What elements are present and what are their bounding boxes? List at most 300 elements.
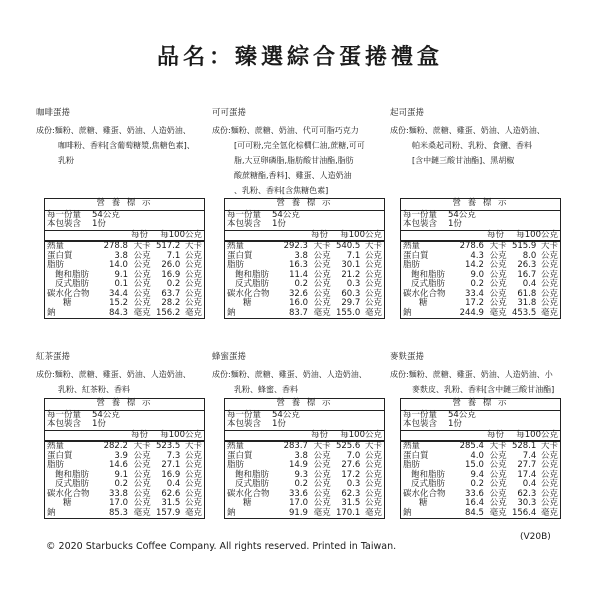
ingredients-text: 成份:麵粉、蔗糖、雞蛋、奶油、人造奶油、 帕米桑起司粉、乳粉、食鹽、香料 [含中鏈三酸甘油酯]、黑胡椒 bbox=[390, 126, 545, 165]
per-100g-unit: 大卡 bbox=[540, 441, 558, 451]
package-label: 本包裝含 bbox=[47, 419, 82, 429]
per-serving-unit: 公克 bbox=[313, 260, 331, 270]
per-100g-unit: 公克 bbox=[184, 279, 202, 289]
per-serving-unit: 公克 bbox=[313, 469, 331, 480]
nutrient-name: 熱量 bbox=[403, 241, 421, 251]
nutrient-name: 蛋白質 bbox=[227, 450, 253, 461]
nutrient-name: 脂肪 bbox=[403, 260, 421, 270]
per-serving-unit: 毫克 bbox=[133, 507, 151, 518]
nutrient-row bbox=[401, 509, 560, 519]
per-100g-value: 525.6 bbox=[335, 441, 361, 451]
per-100g-unit: 公克 bbox=[364, 298, 382, 308]
product-block bbox=[390, 352, 568, 397]
per-100g-value: 26.0 bbox=[161, 260, 181, 270]
per-serving-unit: 公克 bbox=[133, 269, 151, 280]
per-serving-value: 0.2 bbox=[294, 479, 309, 489]
nutrient-name: 蛋白質 bbox=[403, 450, 429, 461]
per-serving-unit: 公克 bbox=[133, 488, 151, 499]
per-serving-value: 0.2 bbox=[114, 479, 129, 489]
per-100g-value: 453.5 bbox=[511, 307, 537, 318]
nutrient-name: 反式脂肪 bbox=[235, 279, 270, 289]
per-serving-unit: 公克 bbox=[313, 250, 331, 261]
per-100g-value: 17.2 bbox=[341, 469, 361, 480]
per-100g-value: 156.2 bbox=[155, 307, 181, 318]
per-serving-value: 4.0 bbox=[470, 450, 484, 461]
per-serving-unit: 毫克 bbox=[489, 307, 507, 318]
per-100g-value: 61.8 bbox=[517, 288, 537, 299]
package-value: 1份 bbox=[272, 419, 286, 429]
per-100g-unit: 大卡 bbox=[364, 441, 382, 451]
nutrient-name: 蛋白質 bbox=[47, 250, 73, 261]
per-serving-value: 14.6 bbox=[109, 460, 128, 470]
per-serving-value: 83.7 bbox=[289, 307, 308, 318]
per-100g-unit: 公克 bbox=[364, 479, 382, 489]
per-serving-value: 3.8 bbox=[294, 450, 308, 461]
per-serving-value: 4.3 bbox=[470, 250, 484, 261]
per-serving-unit: 公克 bbox=[133, 288, 151, 299]
product-name: 起司蛋捲 bbox=[390, 108, 425, 118]
serving-label: 每一份量 bbox=[403, 409, 438, 420]
per-100g-unit: 毫克 bbox=[540, 307, 558, 318]
nutrient-name: 飽和脂肪 bbox=[411, 469, 446, 480]
per-100g-value: 17.4 bbox=[517, 469, 537, 480]
per-serving-value: 16.3 bbox=[289, 260, 308, 270]
per-100g-unit: 公克 bbox=[540, 469, 558, 480]
per-100g-value: 27.1 bbox=[161, 460, 181, 470]
nutrient-name: 蛋白質 bbox=[403, 250, 429, 261]
per-100g-value: 8.0 bbox=[522, 250, 537, 261]
per-100g-value: 16.7 bbox=[517, 269, 537, 280]
per-100g-unit: 大卡 bbox=[540, 241, 558, 251]
nutrient-name: 碳水化合物 bbox=[227, 488, 270, 499]
nutrient-name: 反式脂肪 bbox=[235, 479, 270, 489]
per-serving-value: 17.0 bbox=[109, 498, 129, 508]
serving-label: 每一份量 bbox=[403, 209, 438, 220]
per-100g-unit: 公克 bbox=[364, 460, 382, 470]
per-serving-value: 17.2 bbox=[465, 298, 485, 308]
nutrient-name: 反式脂肪 bbox=[411, 479, 446, 489]
per-100g-value: 528.1 bbox=[511, 441, 537, 451]
serving-label: 每一份量 bbox=[227, 209, 262, 220]
per-100g-value: 7.4 bbox=[522, 450, 537, 461]
per-serving-value: 14.2 bbox=[465, 260, 484, 270]
per-serving-value: 34.4 bbox=[109, 288, 128, 299]
per-100g-unit: 公克 bbox=[184, 298, 202, 308]
per-100g-unit: 公克 bbox=[184, 250, 202, 261]
per-100g-value: 0.4 bbox=[522, 279, 537, 289]
product-name: 麥麩蛋捲 bbox=[390, 352, 425, 362]
nutrient-name: 碳水化合物 bbox=[227, 288, 270, 299]
per-serving-unit: 公克 bbox=[313, 450, 331, 461]
per-serving-value: 14.9 bbox=[289, 460, 308, 470]
per-serving-value: 16.4 bbox=[465, 498, 485, 508]
nutrient-name: 脂肪 bbox=[403, 460, 421, 470]
per-serving-unit: 公克 bbox=[313, 288, 331, 299]
per-serving-value: 9.4 bbox=[470, 469, 485, 480]
per-serving-value: 33.6 bbox=[465, 488, 484, 499]
package-value: 1份 bbox=[92, 419, 106, 429]
per-serving-value: 91.9 bbox=[289, 507, 308, 518]
per-serving-value: 85.3 bbox=[109, 507, 128, 518]
nutrition-table bbox=[44, 198, 205, 319]
per-serving-value: 278.6 bbox=[459, 241, 484, 251]
package-row bbox=[45, 420, 204, 431]
per-100g-value: 156.4 bbox=[511, 507, 537, 518]
product-block bbox=[212, 108, 390, 198]
nutrient-name: 鈉 bbox=[403, 307, 412, 318]
per-serving-value: 17.0 bbox=[289, 498, 309, 508]
per-100g-unit: 公克 bbox=[364, 450, 382, 461]
per-100g-value: 60.3 bbox=[341, 288, 361, 299]
nutrition-header: 營 養 標 示 bbox=[225, 399, 384, 411]
per-serving-unit: 公克 bbox=[313, 269, 331, 280]
product-block bbox=[36, 108, 214, 168]
per-serving-value: 9.1 bbox=[114, 269, 129, 280]
per-serving-value: 11.4 bbox=[289, 269, 309, 280]
per-100g-unit: 公克 bbox=[184, 260, 202, 270]
per-serving-unit: 公克 bbox=[489, 260, 507, 270]
per-100g-unit: 公克 bbox=[364, 288, 382, 299]
per-100g-value: 0.2 bbox=[166, 279, 181, 289]
per-serving-value: 282.2 bbox=[103, 441, 128, 451]
per-100g-header: 每100公克 bbox=[160, 429, 202, 440]
per-serving-unit: 公克 bbox=[313, 498, 331, 508]
package-label: 本包裝含 bbox=[227, 219, 262, 229]
per-serving-unit: 公克 bbox=[313, 298, 331, 308]
nutrient-name: 反式脂肪 bbox=[411, 279, 446, 289]
per-100g-unit: 公克 bbox=[184, 498, 202, 508]
per-serving-unit: 公克 bbox=[133, 279, 151, 289]
per-serving-unit: 大卡 bbox=[489, 441, 507, 451]
per-serving-header: 每份 bbox=[486, 429, 504, 440]
per-100g-value: 26.3 bbox=[517, 260, 537, 270]
per-serving-header: 每份 bbox=[130, 429, 148, 440]
per-100g-value: 155.0 bbox=[335, 307, 361, 318]
serving-value: 54公克 bbox=[92, 209, 120, 220]
page-title: 品名：臻選綜合蛋捲禮盒 bbox=[156, 45, 443, 70]
nutrient-name: 糖 bbox=[63, 298, 72, 308]
per-serving-unit: 公克 bbox=[489, 498, 507, 508]
per-serving-unit: 公克 bbox=[489, 279, 507, 289]
nutrient-name: 反式脂肪 bbox=[55, 279, 90, 289]
per-100g-unit: 公克 bbox=[184, 269, 202, 280]
per-serving-unit: 公克 bbox=[489, 298, 507, 308]
per-100g-unit: 毫克 bbox=[184, 307, 202, 318]
per-100g-value: 0.3 bbox=[346, 479, 361, 489]
serving-value: 54公克 bbox=[92, 409, 120, 420]
per-100g-value: 540.5 bbox=[335, 241, 361, 251]
per-serving-value: 244.9 bbox=[459, 307, 484, 318]
per-serving-value: 84.5 bbox=[465, 507, 484, 518]
nutrition-table bbox=[400, 398, 561, 519]
package-value: 1份 bbox=[272, 219, 286, 229]
nutrient-name: 飽和脂肪 bbox=[55, 469, 90, 480]
per-100g-value: 0.3 bbox=[346, 279, 361, 289]
per-serving-value: 33.4 bbox=[465, 288, 484, 299]
nutrition-header: 營 養 標 示 bbox=[401, 399, 560, 411]
nutrient-name: 脂肪 bbox=[47, 460, 65, 470]
nutrient-name: 碳水化合物 bbox=[403, 288, 446, 299]
serving-label: 每一份量 bbox=[47, 209, 82, 220]
per-serving-value: 15.2 bbox=[109, 298, 129, 308]
nutrient-name: 熱量 bbox=[47, 441, 65, 451]
per-serving-unit: 公克 bbox=[133, 498, 151, 508]
nutrient-name: 脂肪 bbox=[227, 460, 245, 470]
per-100g-value: 7.3 bbox=[166, 450, 181, 461]
per-100g-unit: 大卡 bbox=[184, 441, 202, 451]
ingredients-text: 成份:麵粉、蔗糖、雞蛋、奶油、人造奶油、 咖啡粉、香料[含葡萄糖漿,焦糖色素]、 乳粉 bbox=[36, 126, 195, 165]
per-100g-unit: 公克 bbox=[540, 269, 558, 280]
per-100g-header: 每100公克 bbox=[516, 229, 558, 240]
nutrient-name: 碳水化合物 bbox=[47, 488, 90, 499]
per-100g-value: 7.1 bbox=[346, 250, 361, 261]
per-100g-unit: 公克 bbox=[540, 250, 558, 261]
per-100g-value: 30.1 bbox=[341, 260, 361, 270]
per-100g-value: 27.7 bbox=[517, 460, 537, 470]
serving-value: 54公克 bbox=[448, 209, 476, 220]
package-label: 本包裝含 bbox=[403, 419, 438, 429]
per-100g-unit: 毫克 bbox=[184, 507, 202, 518]
per-100g-header: 每100公克 bbox=[340, 429, 382, 440]
per-serving-unit: 大卡 bbox=[313, 441, 331, 451]
per-serving-value: 16.0 bbox=[289, 298, 309, 308]
per-serving-unit: 公克 bbox=[133, 250, 151, 261]
nutrient-name: 糖 bbox=[419, 498, 428, 508]
per-100g-header: 每100公克 bbox=[516, 429, 558, 440]
nutrient-name: 熱量 bbox=[227, 441, 245, 451]
per-100g-value: 7.0 bbox=[346, 450, 361, 461]
per-100g-unit: 公克 bbox=[540, 460, 558, 470]
per-100g-unit: 公克 bbox=[540, 260, 558, 270]
per-100g-value: 7.1 bbox=[166, 250, 181, 261]
per-serving-unit: 公克 bbox=[313, 488, 331, 499]
nutrient-row bbox=[225, 309, 384, 319]
per-serving-value: 33.6 bbox=[289, 488, 308, 499]
per-serving-value: 3.9 bbox=[114, 450, 128, 461]
per-serving-unit: 公克 bbox=[313, 460, 331, 470]
nutrition-table bbox=[400, 198, 561, 319]
nutrient-name: 碳水化合物 bbox=[47, 288, 90, 299]
per-100g-header: 每100公克 bbox=[340, 229, 382, 240]
nutrient-name: 鈉 bbox=[47, 307, 56, 318]
per-serving-unit: 毫克 bbox=[313, 507, 331, 518]
package-value: 1份 bbox=[92, 219, 106, 229]
serving-label: 每一份量 bbox=[227, 409, 262, 420]
package-row bbox=[225, 420, 384, 431]
per-100g-unit: 公克 bbox=[540, 298, 558, 308]
package-value: 1份 bbox=[448, 419, 462, 429]
package-label: 本包裝含 bbox=[227, 419, 262, 429]
package-row bbox=[45, 220, 204, 231]
ingredients-text: 成份:麵粉、蔗糖、雞蛋、奶油、人造奶油、 乳粉、紅茶粉、香料 bbox=[36, 370, 191, 394]
per-serving-value: 285.4 bbox=[459, 441, 484, 451]
per-serving-value: 3.8 bbox=[294, 250, 308, 261]
per-serving-unit: 毫克 bbox=[489, 507, 507, 518]
per-100g-unit: 公克 bbox=[364, 498, 382, 508]
per-100g-unit: 大卡 bbox=[184, 241, 202, 251]
per-100g-unit: 公克 bbox=[364, 279, 382, 289]
package-row bbox=[401, 420, 560, 431]
per-serving-value: 84.3 bbox=[109, 307, 128, 318]
per-serving-unit: 公克 bbox=[489, 460, 507, 470]
per-serving-unit: 公克 bbox=[133, 260, 151, 270]
per-100g-unit: 毫克 bbox=[364, 307, 382, 318]
nutrient-name: 熱量 bbox=[47, 241, 65, 251]
per-100g-value: 16.9 bbox=[161, 469, 181, 480]
per-serving-value: 33.8 bbox=[109, 488, 128, 499]
copyright-footer: © 2020 Starbucks Coffee Company. All rights reserved. Printed in Taiwan. bbox=[46, 541, 397, 552]
product-name: 可可蛋捲 bbox=[212, 108, 247, 118]
per-serving-unit: 公克 bbox=[133, 298, 151, 308]
per-100g-value: 62.3 bbox=[517, 488, 537, 499]
ingredients-text: 成份:麵粉、蔗糖、雞蛋、奶油、人造奶油、小 麥麩皮、乳粉、香料[含中鏈三酸甘油酯] bbox=[390, 370, 555, 394]
per-serving-value: 0.1 bbox=[114, 279, 129, 289]
nutrient-name: 熱量 bbox=[227, 241, 245, 251]
per-100g-value: 63.7 bbox=[161, 288, 181, 299]
per-serving-unit: 公克 bbox=[133, 479, 151, 489]
version-code: (V20B) bbox=[520, 532, 551, 542]
nutrition-table bbox=[224, 198, 385, 319]
product-block bbox=[212, 352, 390, 397]
nutrient-name: 熱量 bbox=[403, 441, 421, 451]
per-100g-value: 62.6 bbox=[161, 488, 181, 499]
ingredients-text: 成份:麵粉、蔗糖、雞蛋、奶油、人造奶油、 乳粉、蜂蜜、香料 bbox=[212, 370, 367, 394]
product-block bbox=[390, 108, 568, 168]
nutrient-name: 鈉 bbox=[227, 507, 236, 518]
nutrient-name: 糖 bbox=[243, 498, 252, 508]
per-serving-unit: 公克 bbox=[489, 250, 507, 261]
per-serving-unit: 公克 bbox=[133, 469, 151, 480]
nutrient-name: 糖 bbox=[243, 298, 252, 308]
nutrient-name: 飽和脂肪 bbox=[235, 269, 270, 280]
nutrient-name: 脂肪 bbox=[227, 260, 245, 270]
per-100g-unit: 公克 bbox=[364, 488, 382, 499]
per-serving-header: 每份 bbox=[486, 229, 504, 240]
per-100g-unit: 公克 bbox=[184, 469, 202, 480]
per-serving-value: 278.8 bbox=[103, 241, 128, 251]
per-100g-value: 31.5 bbox=[161, 498, 181, 508]
per-serving-value: 9.3 bbox=[294, 469, 309, 480]
per-serving-value: 15.0 bbox=[465, 460, 484, 470]
per-100g-value: 31.8 bbox=[517, 298, 537, 308]
nutrient-row bbox=[225, 509, 384, 519]
per-100g-value: 0.4 bbox=[166, 479, 181, 489]
per-serving-unit: 公克 bbox=[489, 450, 507, 461]
package-row bbox=[225, 220, 384, 231]
per-serving-unit: 公克 bbox=[489, 479, 507, 489]
per-serving-unit: 毫克 bbox=[133, 307, 151, 318]
per-serving-unit: 大卡 bbox=[489, 241, 507, 251]
per-100g-unit: 公克 bbox=[184, 450, 202, 461]
nutrition-header: 營 養 標 示 bbox=[225, 199, 384, 211]
nutrient-name: 鈉 bbox=[227, 307, 236, 318]
per-serving-unit: 大卡 bbox=[133, 241, 151, 251]
per-100g-value: 157.9 bbox=[155, 507, 181, 518]
per-serving-value: 3.8 bbox=[114, 250, 128, 261]
nutrition-header: 營 養 標 示 bbox=[45, 399, 204, 411]
nutrient-name: 蛋白質 bbox=[47, 450, 73, 461]
nutrient-row bbox=[45, 309, 204, 319]
package-label: 本包裝含 bbox=[403, 219, 438, 229]
nutrient-row bbox=[401, 309, 560, 319]
per-serving-value: 9.1 bbox=[114, 469, 129, 480]
product-block bbox=[36, 352, 214, 397]
per-100g-value: 16.9 bbox=[161, 269, 181, 280]
per-100g-value: 515.9 bbox=[511, 241, 537, 251]
per-100g-unit: 公克 bbox=[364, 260, 382, 270]
package-value: 1份 bbox=[448, 219, 462, 229]
nutrient-name: 蛋白質 bbox=[227, 250, 253, 261]
nutrient-name: 脂肪 bbox=[47, 260, 65, 270]
per-100g-value: 29.7 bbox=[341, 298, 361, 308]
package-label: 本包裝含 bbox=[47, 219, 82, 229]
nutrition-header: 營 養 標 示 bbox=[401, 199, 560, 211]
per-100g-unit: 公克 bbox=[184, 288, 202, 299]
per-100g-unit: 公克 bbox=[540, 488, 558, 499]
per-100g-unit: 公克 bbox=[540, 288, 558, 299]
per-serving-unit: 公克 bbox=[313, 279, 331, 289]
nutrient-name: 鈉 bbox=[403, 507, 412, 518]
per-100g-unit: 公克 bbox=[364, 469, 382, 480]
per-100g-value: 30.3 bbox=[517, 498, 537, 508]
per-100g-value: 21.2 bbox=[341, 269, 361, 280]
per-serving-unit: 公克 bbox=[489, 488, 507, 499]
nutrient-name: 糖 bbox=[63, 498, 72, 508]
serving-value: 54公克 bbox=[272, 209, 300, 220]
per-serving-unit: 公克 bbox=[133, 450, 151, 461]
per-100g-value: 27.6 bbox=[341, 460, 361, 470]
per-serving-value: 32.6 bbox=[289, 288, 308, 299]
per-100g-value: 517.2 bbox=[155, 241, 181, 251]
per-100g-value: 0.4 bbox=[522, 479, 537, 489]
per-100g-unit: 公克 bbox=[540, 450, 558, 461]
per-serving-unit: 毫克 bbox=[313, 307, 331, 318]
nutrition-table bbox=[224, 398, 385, 519]
per-100g-unit: 公克 bbox=[184, 479, 202, 489]
per-100g-unit: 公克 bbox=[540, 498, 558, 508]
product-name: 蜂蜜蛋捲 bbox=[212, 352, 247, 362]
ingredients-text: 成份:麵粉、蔗糖、奶油、代可可脂巧克力 [可可粉,完全氫化棕櫚仁油,蔗糖,可可 脂,大豆卵磷脂,脂肪酸甘油酯,脂肪 酸蔗糖酯,香料]、雞蛋、人造奶油 、乳粉、香料[含焦糖色素] bbox=[212, 126, 365, 195]
per-100g-value: 28.2 bbox=[161, 298, 181, 308]
per-serving-unit: 公克 bbox=[313, 479, 331, 489]
nutrition-table bbox=[44, 398, 205, 519]
per-serving-value: 9.0 bbox=[470, 269, 485, 280]
nutrient-name: 糖 bbox=[419, 298, 428, 308]
per-100g-unit: 公克 bbox=[364, 250, 382, 261]
per-100g-header: 每100公克 bbox=[160, 229, 202, 240]
per-serving-header: 每份 bbox=[310, 429, 328, 440]
per-serving-value: 283.7 bbox=[283, 441, 308, 451]
nutrient-name: 碳水化合物 bbox=[403, 488, 446, 499]
package-row bbox=[401, 220, 560, 231]
per-serving-value: 0.2 bbox=[294, 279, 309, 289]
per-100g-unit: 毫克 bbox=[364, 507, 382, 518]
nutrient-row bbox=[45, 509, 204, 519]
per-serving-unit: 公克 bbox=[489, 469, 507, 480]
per-serving-unit: 公克 bbox=[489, 288, 507, 299]
per-100g-value: 170.1 bbox=[335, 507, 361, 518]
per-100g-unit: 大卡 bbox=[364, 241, 382, 251]
per-100g-unit: 公克 bbox=[364, 269, 382, 280]
per-serving-value: 0.2 bbox=[470, 279, 485, 289]
per-serving-header: 每份 bbox=[130, 229, 148, 240]
serving-label: 每一份量 bbox=[47, 409, 82, 420]
serving-value: 54公克 bbox=[448, 409, 476, 420]
nutrient-name: 飽和脂肪 bbox=[235, 469, 270, 480]
per-serving-header: 每份 bbox=[310, 229, 328, 240]
per-100g-unit: 公克 bbox=[184, 460, 202, 470]
per-100g-value: 62.3 bbox=[341, 488, 361, 499]
